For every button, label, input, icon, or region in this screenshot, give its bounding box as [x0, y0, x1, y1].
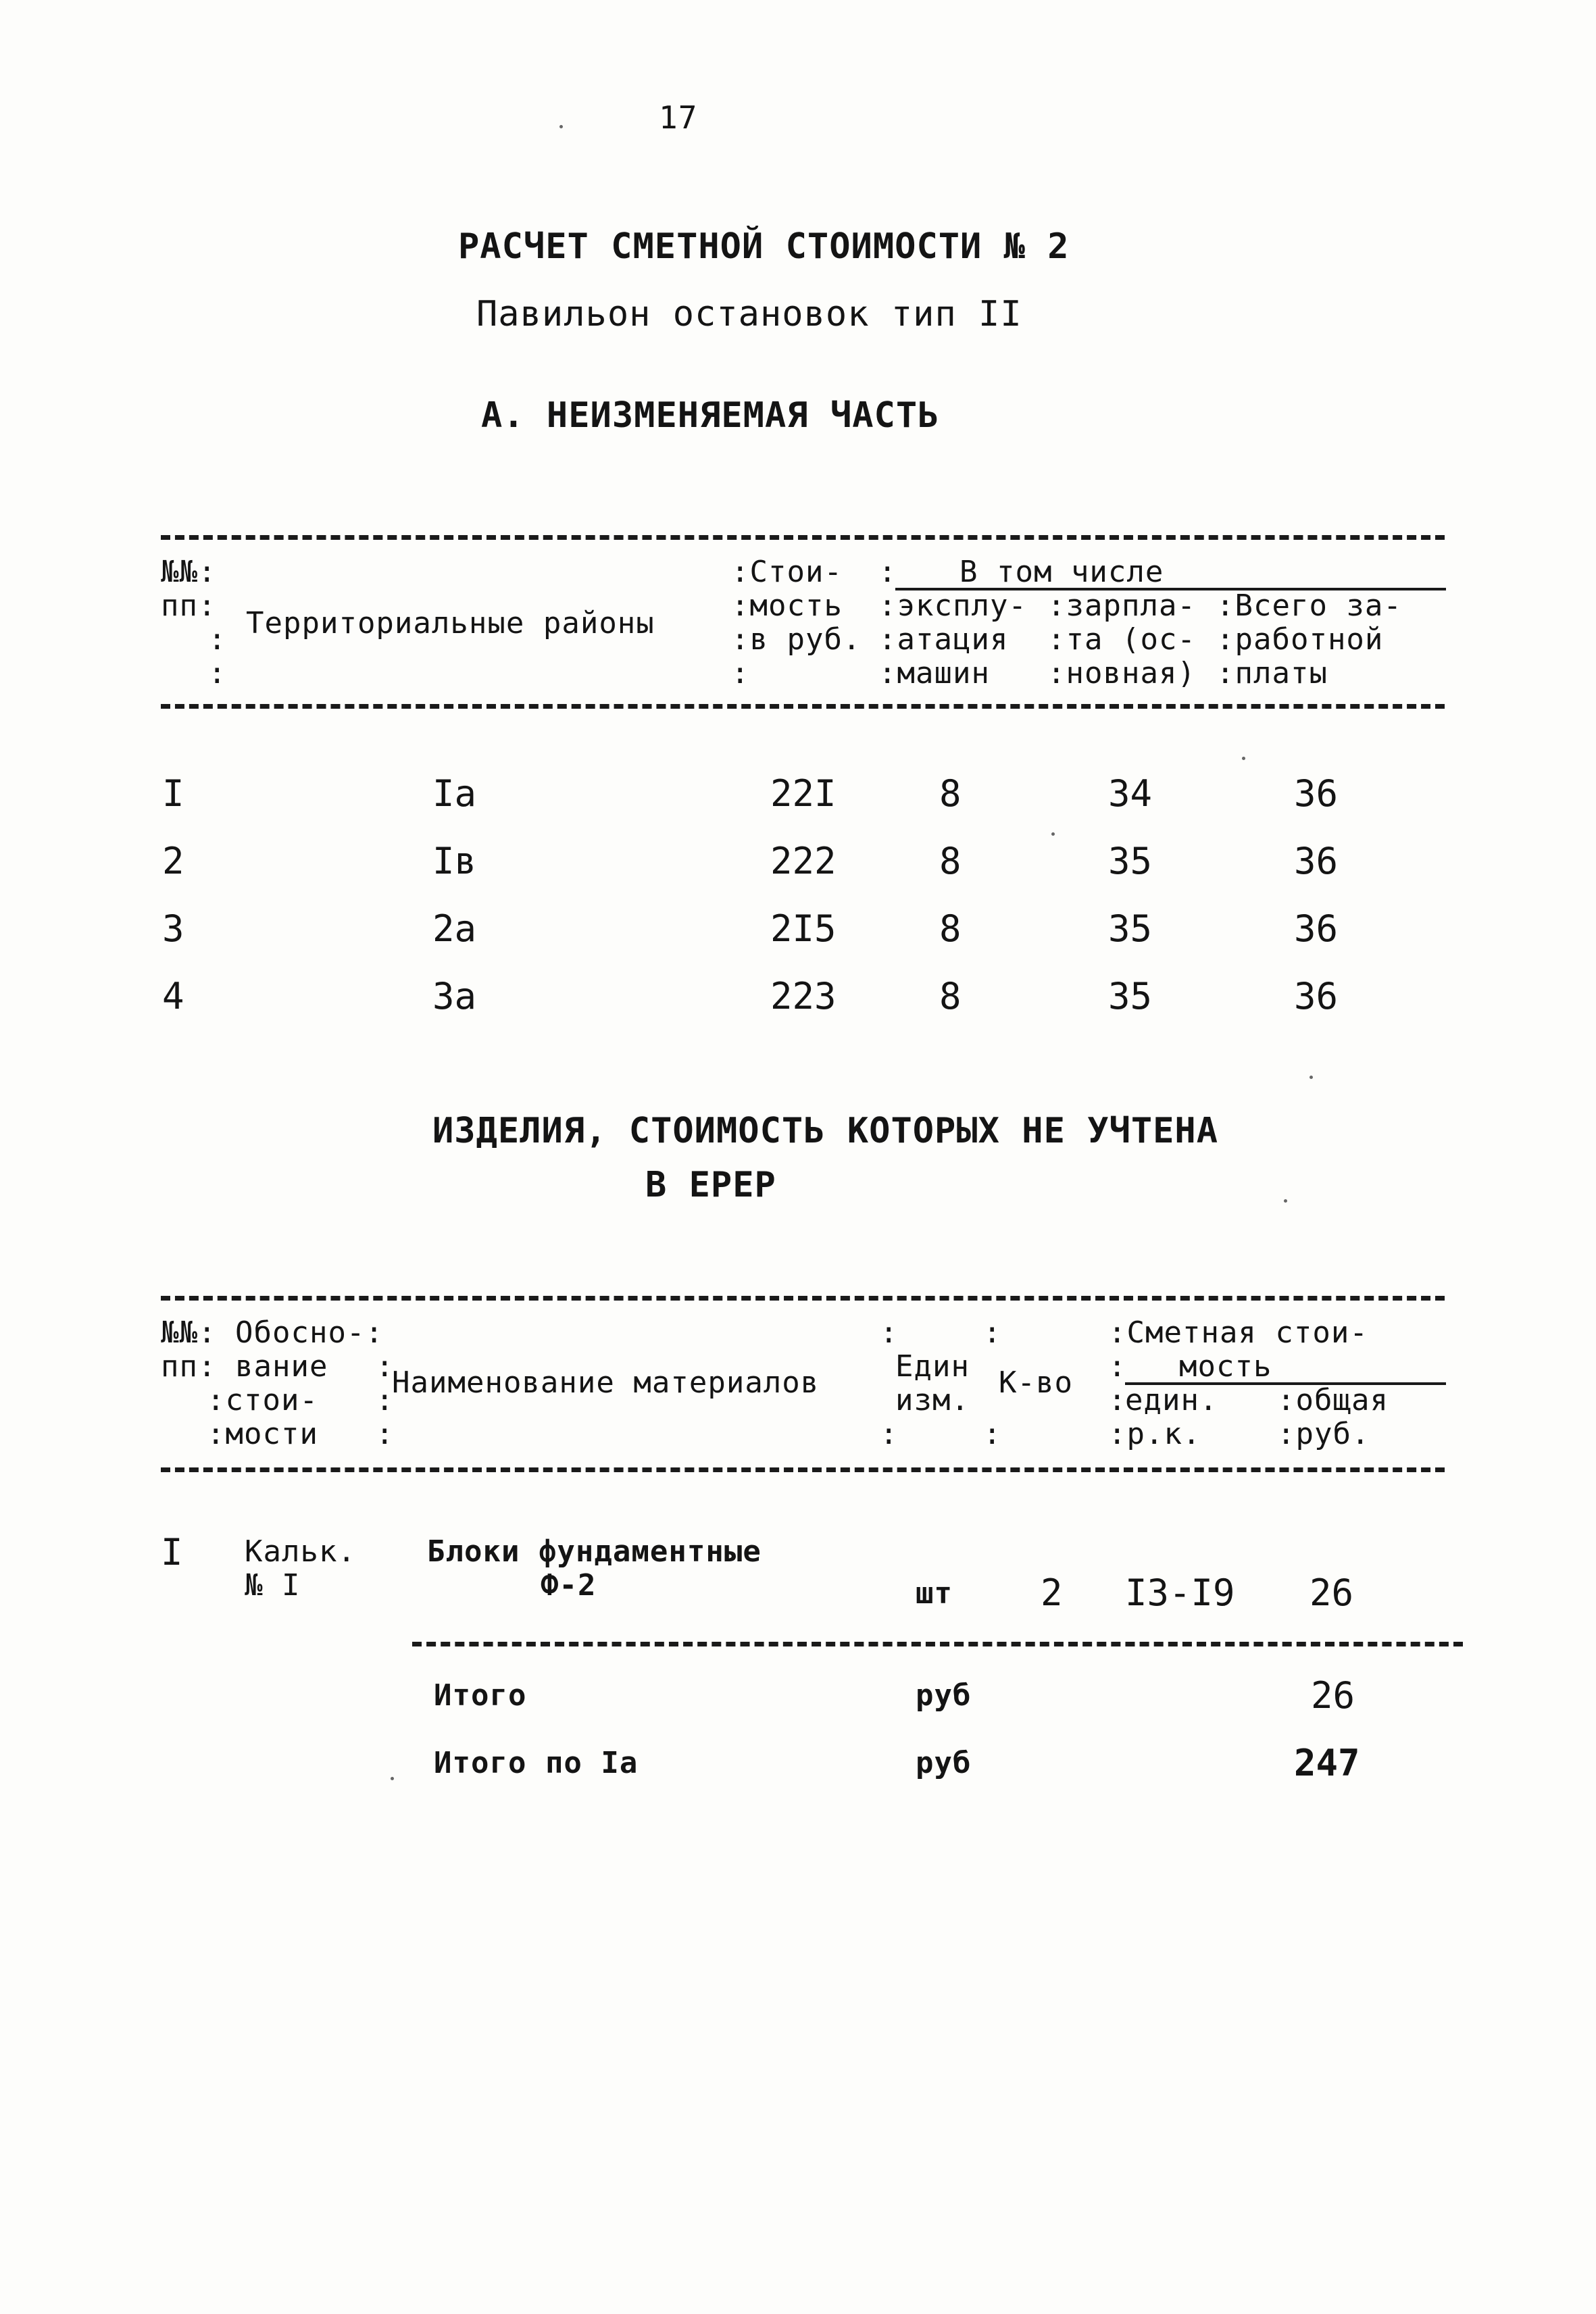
table-header-rule: [161, 704, 1445, 709]
totals-rule: [412, 1642, 1463, 1646]
header-estimate-2: мость: [1179, 1349, 1272, 1384]
header-wage-3: :новная): [1047, 656, 1196, 690]
header-districts: Территориальные районы: [246, 606, 655, 640]
header-total-wage-3: :платы: [1216, 656, 1328, 690]
table-top-rule: [161, 535, 1445, 540]
header-estimate-1: :Сметная стои-: [1108, 1315, 1368, 1350]
header-unit-price-2: :р.к.: [1108, 1417, 1201, 1451]
header-wage-2: :та (ос-: [1047, 622, 1196, 657]
header-exploitation-1: :эксплу-: [878, 588, 1027, 623]
header-basis-4: :мости: [207, 1417, 318, 1451]
header-wage-1: :зарпла-: [1047, 588, 1196, 623]
document-subtitle: Павильон остановок тип II: [476, 294, 1022, 334]
scan-speck: [1051, 832, 1055, 836]
header-basis-1: Обосно-:: [235, 1315, 384, 1350]
section-a-heading: А. НЕИЗМЕНЯЕМАЯ ЧАСТЬ: [481, 395, 940, 436]
header-num-1: №№:: [161, 1315, 217, 1350]
header-material-name: Наименование материалов: [392, 1365, 820, 1400]
scan-speck: [1284, 1199, 1287, 1203]
table-top-rule: [161, 1296, 1445, 1301]
header-cost-3: :в руб.: [731, 622, 862, 657]
page-number: 17: [659, 99, 698, 136]
scan-speck: [1242, 757, 1245, 760]
header-exploitation-2: :атация: [878, 622, 1009, 657]
scan-speck: [559, 125, 563, 128]
header-unit-price-1: един.: [1125, 1383, 1218, 1417]
header-total-2: :руб.: [1277, 1417, 1370, 1451]
header-num-1: №№:: [161, 555, 217, 589]
section-b-heading: ИЗДЕЛИЯ, СТОИМОСТЬ КОТОРЫХ НЕ УЧТЕНА: [432, 1111, 1219, 1151]
header-unit-1: Един: [895, 1349, 970, 1384]
header-basis-2: вание: [235, 1349, 328, 1384]
header-cost-2: :мость: [731, 588, 843, 623]
header-num-2: пп:: [161, 588, 217, 623]
header-basis-3: :стои-: [207, 1383, 318, 1417]
scan-speck: [391, 1777, 394, 1780]
section-b-heading-2: В ЕРЕР: [645, 1165, 776, 1205]
header-unit-2: изм.: [895, 1383, 970, 1417]
header-quantity: К-во: [999, 1365, 1073, 1400]
header-total-wage-2: :работной: [1216, 622, 1384, 657]
header-cost-1: :Стои-: [731, 555, 843, 589]
header-num-2: пп:: [161, 1349, 217, 1384]
header-exploitation-3: :машин: [878, 656, 990, 690]
table-header-rule: [161, 1467, 1445, 1472]
scan-speck: [1310, 1076, 1313, 1079]
header-total-1: :общая: [1277, 1383, 1389, 1417]
header-total-wage-1: :Всего за-: [1216, 588, 1402, 623]
header-including: В том числе: [959, 555, 1164, 589]
document-title: РАСЧЕТ СМЕТНОЙ СТОИМОСТИ № 2: [458, 226, 1070, 267]
